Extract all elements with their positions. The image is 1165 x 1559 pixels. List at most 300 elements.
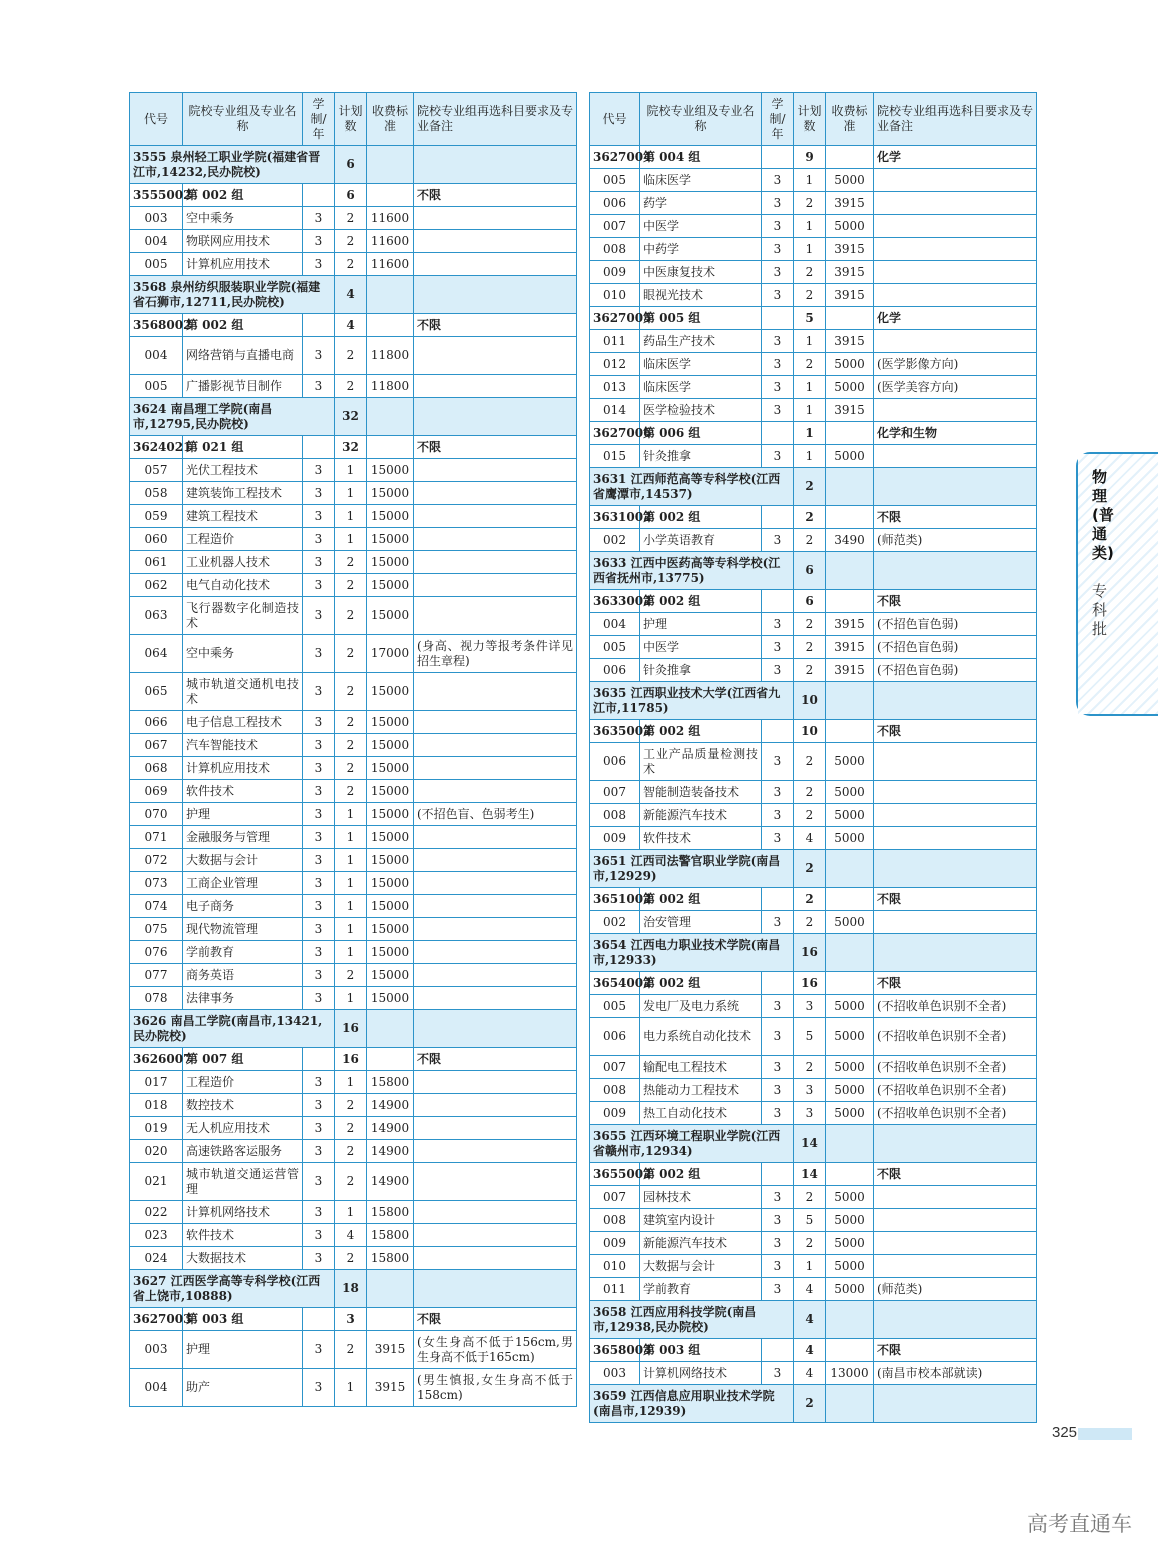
major-years: 3 bbox=[303, 1247, 335, 1270]
group-fee-empty bbox=[367, 184, 414, 207]
group-name: 第 002 组 bbox=[640, 590, 762, 613]
major-code: 069 bbox=[130, 780, 183, 803]
school-plan: 16 bbox=[794, 934, 826, 972]
major-code: 024 bbox=[130, 1247, 183, 1270]
major-name: 眼视光技术 bbox=[640, 284, 762, 307]
major-plan: 2 bbox=[794, 1232, 826, 1255]
major-code: 006 bbox=[590, 1018, 640, 1056]
major-row bbox=[130, 1201, 577, 1224]
major-row bbox=[590, 1079, 1037, 1102]
group-fee-empty bbox=[367, 1048, 414, 1071]
major-plan: 1 bbox=[794, 330, 826, 353]
major-code: 009 bbox=[590, 827, 640, 850]
major-row bbox=[130, 826, 577, 849]
major-row bbox=[130, 574, 577, 597]
major-note bbox=[874, 261, 1037, 284]
group-name: 第 006 组 bbox=[640, 422, 762, 445]
group-fee-empty bbox=[367, 314, 414, 337]
major-plan: 2 bbox=[335, 964, 367, 987]
group-fee-empty bbox=[826, 972, 874, 995]
group-requirement: 不限 bbox=[874, 972, 1037, 995]
major-years: 3 bbox=[762, 238, 794, 261]
major-years: 3 bbox=[762, 781, 794, 804]
major-fee: 5000 bbox=[826, 911, 874, 934]
major-code: 071 bbox=[130, 826, 183, 849]
school-row bbox=[130, 276, 577, 314]
major-row bbox=[590, 613, 1037, 636]
major-row bbox=[590, 1186, 1037, 1209]
school-name: 3568 泉州纺织服装职业学院(福建省石狮市,12711,民办院校) bbox=[130, 276, 335, 314]
major-plan: 2 bbox=[335, 1163, 367, 1201]
group-code: 3627004 bbox=[590, 146, 640, 169]
major-fee: 3915 bbox=[826, 192, 874, 215]
group-requirement: 不限 bbox=[874, 888, 1037, 911]
school-note-empty bbox=[414, 398, 577, 436]
major-plan: 1 bbox=[335, 918, 367, 941]
major-row bbox=[590, 238, 1037, 261]
major-code: 006 bbox=[590, 743, 640, 781]
major-years: 3 bbox=[303, 597, 335, 635]
major-code: 007 bbox=[590, 781, 640, 804]
major-row bbox=[130, 849, 577, 872]
school-plan: 4 bbox=[794, 1301, 826, 1339]
major-note: (身高、视力等报考条件详见招生章程) bbox=[414, 635, 577, 673]
major-name: 中医学 bbox=[640, 636, 762, 659]
major-row bbox=[590, 1209, 1037, 1232]
major-code: 007 bbox=[590, 215, 640, 238]
major-fee: 15000 bbox=[367, 872, 414, 895]
major-years: 3 bbox=[762, 169, 794, 192]
major-years: 3 bbox=[303, 635, 335, 673]
major-name: 中医康复技术 bbox=[640, 261, 762, 284]
major-name: 工业机器人技术 bbox=[183, 551, 303, 574]
major-years: 3 bbox=[762, 215, 794, 238]
major-note: (不招收单色识别不全者) bbox=[874, 1102, 1037, 1125]
school-fee-empty bbox=[826, 1301, 874, 1339]
major-name: 空中乘务 bbox=[183, 207, 303, 230]
col-code-header: 代号 bbox=[130, 93, 183, 146]
school-row bbox=[130, 1270, 577, 1308]
major-code: 078 bbox=[130, 987, 183, 1010]
major-code: 004 bbox=[130, 337, 183, 375]
major-name: 大数据与会计 bbox=[640, 1255, 762, 1278]
major-note: (女生身高不低于156cm,男生身高不低于165cm) bbox=[414, 1331, 577, 1369]
major-note: (不招色盲色弱) bbox=[874, 613, 1037, 636]
major-code: 020 bbox=[130, 1140, 183, 1163]
major-years: 3 bbox=[762, 804, 794, 827]
school-plan: 2 bbox=[794, 850, 826, 888]
major-name: 飞行器数字化制造技术 bbox=[183, 597, 303, 635]
major-note: (医学影像方向) bbox=[874, 353, 1037, 376]
major-name: 针灸推拿 bbox=[640, 659, 762, 682]
major-fee: 15000 bbox=[367, 551, 414, 574]
major-years: 3 bbox=[303, 964, 335, 987]
school-plan: 18 bbox=[335, 1270, 367, 1308]
major-code: 006 bbox=[590, 192, 640, 215]
group-code: 3627006 bbox=[590, 422, 640, 445]
school-name: 3635 江西职业技术大学(江西省九江市,11785) bbox=[590, 682, 794, 720]
major-years: 3 bbox=[762, 1079, 794, 1102]
major-code: 011 bbox=[590, 1278, 640, 1301]
major-plan: 4 bbox=[794, 1362, 826, 1385]
group-row bbox=[130, 184, 577, 207]
major-code: 077 bbox=[130, 964, 183, 987]
major-row bbox=[590, 804, 1037, 827]
major-years: 3 bbox=[303, 1140, 335, 1163]
major-row bbox=[130, 673, 577, 711]
major-fee: 15000 bbox=[367, 918, 414, 941]
major-years: 3 bbox=[303, 1331, 335, 1369]
major-name: 新能源汽车技术 bbox=[640, 1232, 762, 1255]
major-note bbox=[414, 918, 577, 941]
major-fee: 15000 bbox=[367, 505, 414, 528]
major-years: 3 bbox=[762, 445, 794, 468]
major-row bbox=[130, 337, 577, 375]
major-name: 护理 bbox=[183, 803, 303, 826]
major-note bbox=[414, 987, 577, 1010]
major-fee: 15000 bbox=[367, 849, 414, 872]
col-name-header: 院校专业组及专业名称 bbox=[640, 93, 762, 146]
major-note bbox=[414, 528, 577, 551]
major-years: 3 bbox=[762, 284, 794, 307]
major-code: 004 bbox=[130, 230, 183, 253]
major-name: 工程造价 bbox=[183, 528, 303, 551]
major-code: 014 bbox=[590, 399, 640, 422]
major-code: 058 bbox=[130, 482, 183, 505]
major-note bbox=[874, 330, 1037, 353]
group-code: 3555002 bbox=[130, 184, 183, 207]
group-fee-empty bbox=[826, 590, 874, 613]
major-row bbox=[130, 918, 577, 941]
group-requirement: 不限 bbox=[874, 720, 1037, 743]
major-name: 建筑装饰工程技术 bbox=[183, 482, 303, 505]
major-name: 计算机应用技术 bbox=[183, 253, 303, 276]
major-name: 软件技术 bbox=[183, 1224, 303, 1247]
major-row bbox=[130, 711, 577, 734]
major-years: 3 bbox=[762, 1232, 794, 1255]
major-plan: 2 bbox=[335, 1331, 367, 1369]
major-plan: 2 bbox=[335, 673, 367, 711]
group-name: 第 002 组 bbox=[640, 972, 762, 995]
major-row bbox=[130, 1369, 577, 1407]
major-row bbox=[590, 1278, 1037, 1301]
major-note bbox=[874, 1186, 1037, 1209]
group-years-empty bbox=[762, 720, 794, 743]
major-fee: 5000 bbox=[826, 995, 874, 1018]
major-name: 临床医学 bbox=[640, 169, 762, 192]
major-note bbox=[414, 757, 577, 780]
major-fee: 15000 bbox=[367, 757, 414, 780]
major-row bbox=[590, 529, 1037, 552]
group-years-empty bbox=[762, 506, 794, 529]
major-fee: 15000 bbox=[367, 673, 414, 711]
major-name: 药学 bbox=[640, 192, 762, 215]
major-fee: 13000 bbox=[826, 1362, 874, 1385]
major-note bbox=[414, 826, 577, 849]
group-code: 3624021 bbox=[130, 436, 183, 459]
major-name: 城市轨道交通机电技术 bbox=[183, 673, 303, 711]
school-fee-empty bbox=[826, 1385, 874, 1423]
school-row bbox=[130, 146, 577, 184]
group-plan: 9 bbox=[794, 146, 826, 169]
major-fee: 15000 bbox=[367, 459, 414, 482]
group-plan: 2 bbox=[794, 506, 826, 529]
major-note bbox=[874, 804, 1037, 827]
major-years: 3 bbox=[762, 376, 794, 399]
major-name: 护理 bbox=[640, 613, 762, 636]
major-code: 008 bbox=[590, 804, 640, 827]
watermark: 高考直通车 bbox=[1027, 1512, 1132, 1536]
major-plan: 2 bbox=[335, 757, 367, 780]
major-note bbox=[414, 207, 577, 230]
major-note bbox=[414, 505, 577, 528]
major-plan: 2 bbox=[335, 1117, 367, 1140]
group-years-empty bbox=[762, 307, 794, 330]
major-plan: 1 bbox=[335, 1201, 367, 1224]
group-name: 第 007 组 bbox=[183, 1048, 303, 1071]
major-row bbox=[130, 964, 577, 987]
major-plan: 2 bbox=[335, 337, 367, 375]
major-fee: 5000 bbox=[826, 1056, 874, 1079]
major-years: 3 bbox=[303, 505, 335, 528]
col-note-header: 院校专业组再选科目要求及专业备注 bbox=[414, 93, 577, 146]
major-name: 大数据技术 bbox=[183, 1247, 303, 1270]
school-plan: 10 bbox=[794, 682, 826, 720]
major-code: 010 bbox=[590, 284, 640, 307]
major-name: 临床医学 bbox=[640, 353, 762, 376]
major-code: 074 bbox=[130, 895, 183, 918]
major-name: 高速铁路客运服务 bbox=[183, 1140, 303, 1163]
major-note: (男生慎报,女生身高不低于158cm) bbox=[414, 1369, 577, 1407]
major-note bbox=[874, 1232, 1037, 1255]
major-plan: 2 bbox=[794, 284, 826, 307]
major-years: 3 bbox=[303, 230, 335, 253]
major-years: 3 bbox=[303, 337, 335, 375]
major-name: 大数据与会计 bbox=[183, 849, 303, 872]
major-name: 汽车智能技术 bbox=[183, 734, 303, 757]
major-years: 3 bbox=[303, 734, 335, 757]
major-plan: 4 bbox=[335, 1224, 367, 1247]
school-row bbox=[130, 1010, 577, 1048]
group-years-empty bbox=[762, 1339, 794, 1362]
group-plan: 4 bbox=[794, 1339, 826, 1362]
major-plan: 2 bbox=[335, 375, 367, 398]
group-requirement: 不限 bbox=[874, 506, 1037, 529]
major-plan: 1 bbox=[335, 826, 367, 849]
major-note: (不招收单色识别不全者) bbox=[874, 1018, 1037, 1056]
major-code: 005 bbox=[590, 636, 640, 659]
col-code-header: 代号 bbox=[590, 93, 640, 146]
major-fee: 15800 bbox=[367, 1071, 414, 1094]
major-fee: 15000 bbox=[367, 987, 414, 1010]
major-code: 019 bbox=[130, 1117, 183, 1140]
major-plan: 2 bbox=[794, 192, 826, 215]
school-plan: 4 bbox=[335, 276, 367, 314]
group-row bbox=[130, 436, 577, 459]
section-side-tab bbox=[1076, 452, 1158, 716]
major-row bbox=[590, 353, 1037, 376]
major-note bbox=[414, 1201, 577, 1224]
major-name: 热能动力工程技术 bbox=[640, 1079, 762, 1102]
major-years: 3 bbox=[303, 1201, 335, 1224]
major-plan: 1 bbox=[794, 376, 826, 399]
school-note-empty bbox=[874, 1125, 1037, 1163]
col-years-header: 学制/年 bbox=[762, 93, 794, 146]
major-code: 011 bbox=[590, 330, 640, 353]
major-plan: 5 bbox=[794, 1018, 826, 1056]
major-fee: 17000 bbox=[367, 635, 414, 673]
major-plan: 2 bbox=[335, 780, 367, 803]
school-fee-empty bbox=[367, 398, 414, 436]
school-row bbox=[130, 398, 577, 436]
major-code: 002 bbox=[590, 911, 640, 934]
group-plan: 16 bbox=[794, 972, 826, 995]
major-fee: 3490 bbox=[826, 529, 874, 552]
group-years-empty bbox=[762, 422, 794, 445]
major-years: 3 bbox=[303, 207, 335, 230]
school-plan: 6 bbox=[335, 146, 367, 184]
major-name: 学前教育 bbox=[183, 941, 303, 964]
group-row bbox=[590, 422, 1037, 445]
major-fee: 5000 bbox=[826, 376, 874, 399]
major-fee: 5000 bbox=[826, 781, 874, 804]
major-plan: 2 bbox=[335, 597, 367, 635]
major-plan: 3 bbox=[794, 995, 826, 1018]
major-fee: 11600 bbox=[367, 253, 414, 276]
major-row bbox=[590, 1362, 1037, 1385]
school-plan: 2 bbox=[794, 468, 826, 506]
major-name: 建筑工程技术 bbox=[183, 505, 303, 528]
col-plan-header: 计划数 bbox=[794, 93, 826, 146]
major-years: 3 bbox=[303, 375, 335, 398]
major-code: 003 bbox=[130, 207, 183, 230]
major-fee: 5000 bbox=[826, 827, 874, 850]
group-name: 第 002 组 bbox=[640, 506, 762, 529]
major-row bbox=[130, 528, 577, 551]
group-requirement: 不限 bbox=[414, 184, 577, 207]
major-note bbox=[874, 911, 1037, 934]
major-fee: 15000 bbox=[367, 574, 414, 597]
group-requirement: 不限 bbox=[874, 1163, 1037, 1186]
major-note: (不招色盲色弱) bbox=[874, 636, 1037, 659]
major-row bbox=[130, 459, 577, 482]
group-requirement: 化学 bbox=[874, 307, 1037, 330]
major-plan: 1 bbox=[794, 399, 826, 422]
major-fee: 14900 bbox=[367, 1140, 414, 1163]
major-code: 062 bbox=[130, 574, 183, 597]
major-name: 无人机应用技术 bbox=[183, 1117, 303, 1140]
major-code: 004 bbox=[130, 1369, 183, 1407]
major-name: 助产 bbox=[183, 1369, 303, 1407]
major-code: 005 bbox=[130, 253, 183, 276]
major-fee: 11800 bbox=[367, 337, 414, 375]
major-row bbox=[130, 207, 577, 230]
major-row bbox=[130, 1094, 577, 1117]
major-name: 现代物流管理 bbox=[183, 918, 303, 941]
major-years: 3 bbox=[762, 995, 794, 1018]
major-note bbox=[414, 253, 577, 276]
major-code: 004 bbox=[590, 613, 640, 636]
major-plan: 3 bbox=[794, 1079, 826, 1102]
major-note bbox=[414, 780, 577, 803]
major-years: 3 bbox=[303, 673, 335, 711]
major-code: 064 bbox=[130, 635, 183, 673]
major-fee: 5000 bbox=[826, 445, 874, 468]
major-plan: 2 bbox=[335, 574, 367, 597]
major-plan: 2 bbox=[794, 261, 826, 284]
tab-stripe-pattern bbox=[1078, 454, 1158, 714]
group-requirement: 不限 bbox=[414, 1308, 577, 1331]
major-note bbox=[874, 743, 1037, 781]
school-fee-empty bbox=[826, 934, 874, 972]
major-note bbox=[874, 192, 1037, 215]
major-note bbox=[414, 734, 577, 757]
major-row bbox=[590, 1018, 1037, 1056]
group-fee-empty bbox=[367, 1308, 414, 1331]
major-row bbox=[130, 1140, 577, 1163]
group-plan: 14 bbox=[794, 1163, 826, 1186]
major-fee: 11800 bbox=[367, 375, 414, 398]
group-plan: 5 bbox=[794, 307, 826, 330]
major-years: 3 bbox=[303, 826, 335, 849]
group-plan: 2 bbox=[794, 888, 826, 911]
major-fee: 15000 bbox=[367, 941, 414, 964]
major-years: 3 bbox=[762, 353, 794, 376]
group-code: 3626007 bbox=[130, 1048, 183, 1071]
group-name: 第 002 组 bbox=[640, 888, 762, 911]
major-fee: 15000 bbox=[367, 826, 414, 849]
major-name: 商务英语 bbox=[183, 964, 303, 987]
major-row bbox=[590, 284, 1037, 307]
major-code: 008 bbox=[590, 1209, 640, 1232]
major-note: (医学美容方向) bbox=[874, 376, 1037, 399]
school-name: 3555 泉州轻工职业学院(福建省晋江市,14232,民办院校) bbox=[130, 146, 335, 184]
group-years-empty bbox=[303, 1048, 335, 1071]
school-note-empty bbox=[414, 146, 577, 184]
major-name: 新能源汽车技术 bbox=[640, 804, 762, 827]
school-name: 3627 江西医学高等专科学校(江西省上饶市,10888) bbox=[130, 1270, 335, 1308]
major-plan: 1 bbox=[335, 482, 367, 505]
major-fee: 5000 bbox=[826, 353, 874, 376]
school-name: 3655 江西环境工程职业学院(江西省赣州市,12934) bbox=[590, 1125, 794, 1163]
major-fee: 15000 bbox=[367, 803, 414, 826]
group-code: 3568002 bbox=[130, 314, 183, 337]
col-fee-header: 收费标准 bbox=[367, 93, 414, 146]
group-name: 第 002 组 bbox=[183, 314, 303, 337]
major-note: (南昌市校本部就读) bbox=[874, 1362, 1037, 1385]
major-note bbox=[414, 872, 577, 895]
major-years: 3 bbox=[303, 849, 335, 872]
major-note bbox=[414, 1071, 577, 1094]
page-number-bar bbox=[1078, 1428, 1132, 1440]
major-name: 计算机应用技术 bbox=[183, 757, 303, 780]
major-plan: 1 bbox=[335, 849, 367, 872]
major-code: 013 bbox=[590, 376, 640, 399]
major-code: 057 bbox=[130, 459, 183, 482]
major-note bbox=[414, 711, 577, 734]
group-fee-empty bbox=[826, 720, 874, 743]
major-row bbox=[590, 169, 1037, 192]
major-plan: 1 bbox=[335, 505, 367, 528]
major-note bbox=[414, 941, 577, 964]
group-plan: 1 bbox=[794, 422, 826, 445]
major-fee: 3915 bbox=[826, 238, 874, 261]
major-years: 3 bbox=[303, 574, 335, 597]
major-name: 电气自动化技术 bbox=[183, 574, 303, 597]
major-fee: 5000 bbox=[826, 1186, 874, 1209]
school-fee-empty bbox=[367, 1010, 414, 1048]
major-code: 009 bbox=[590, 1102, 640, 1125]
